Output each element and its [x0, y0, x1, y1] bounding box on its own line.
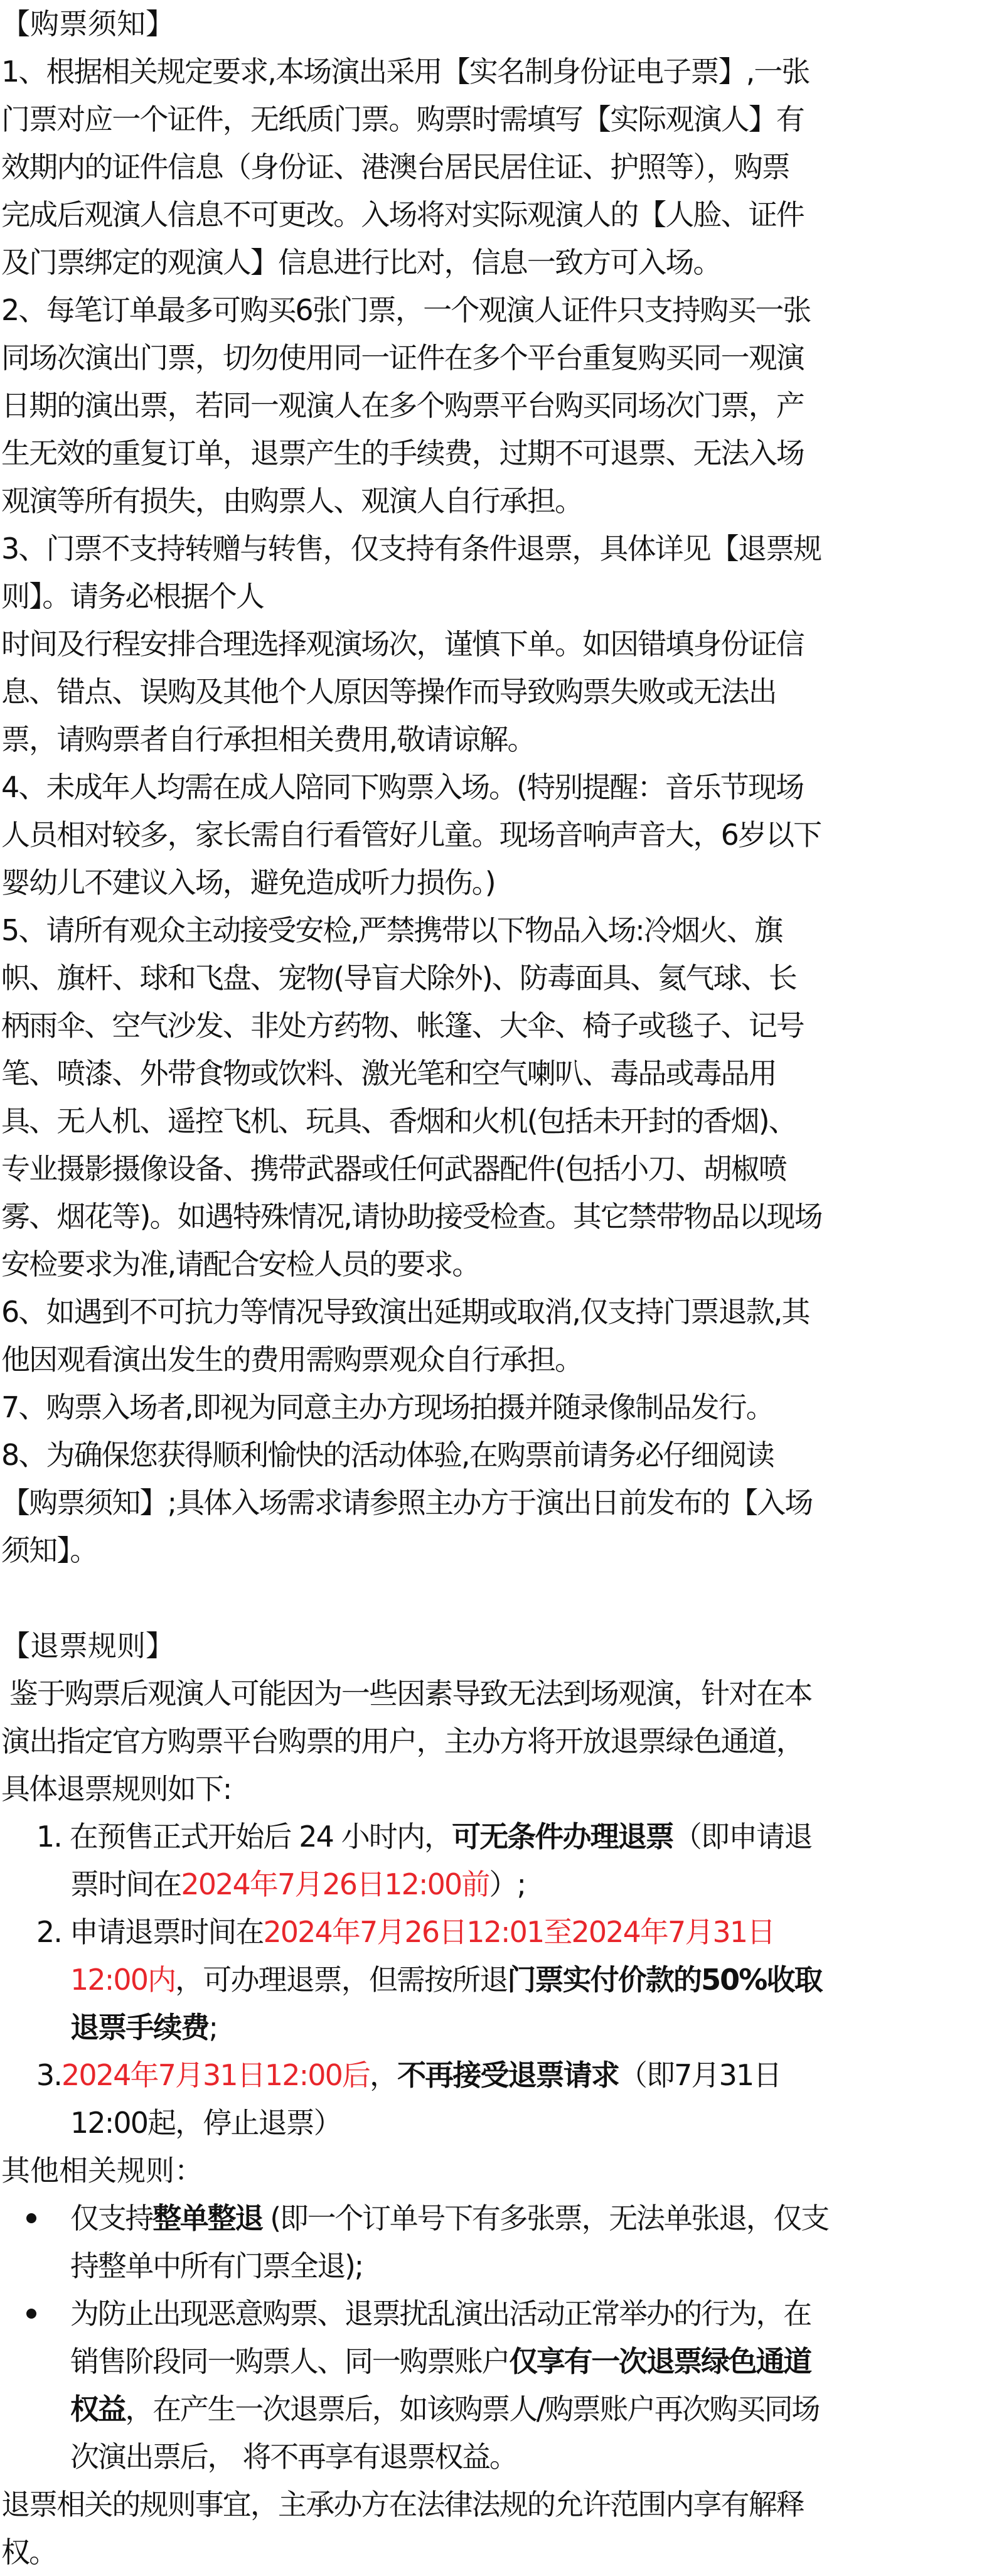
notice-line: 2、每笔订单最多可购买6张门票，一个观演人证件只支持购买一张	[1, 293, 811, 327]
notice-line: 同场次演出门票，切勿使用同一证件在多个平台重复购买同一观演	[1, 341, 804, 375]
notice-line: 息、错点、误购及其他个人原因等操作而导致购票失败或无法出	[1, 675, 776, 709]
rule-number: 1.	[36, 1820, 61, 1854]
notice-line: 人员相对较多，家长需自行看管好儿童。现场音响声音大，6岁以下	[1, 818, 821, 852]
purchase-notice-section	[1, 0, 998, 1574]
rule-date-highlight: 2024年7月26日12:01至2024年7月31日	[263, 1915, 775, 1949]
bullet-text: 仅支持	[70, 2201, 153, 2235]
notice-line: 他因观看演出发生的费用需购票观众自行承担。	[1, 1343, 583, 1377]
rule-number: 3.	[36, 2058, 61, 2092]
notice-line: 4、未成年人均需在成人陪同下购票入场。(特别提醒：音乐节现场	[1, 770, 804, 804]
rule-date-highlight: 2024年7月31日12:00后	[61, 2058, 370, 2092]
rule-emphasis: 不再接受退票请求	[397, 2058, 619, 2092]
rule-number: 2.	[36, 1915, 61, 1949]
bullet-emphasis: 仅享有一次退票绿色通道	[509, 2344, 811, 2378]
rule-emphasis: 可无条件办理退票	[452, 1820, 673, 1854]
notice-line: 笔、喷漆、外带食物或饮料、激光笔和空气喇叭、毒品或毒品用	[1, 1056, 776, 1090]
purchase-notice-body	[1, 48, 998, 1574]
notice-line: 及门票绑定的观演人】信息进行比对，信息一致方可入场。	[1, 245, 721, 279]
notice-line: 具、无人机、遥控飞机、玩具、香烟和火机(包括未开封的香烟)、	[1, 1104, 796, 1138]
notice-line: 柄雨伞、空气沙发、非处方药物、帐篷、大伞、椅子或毯子、记号	[1, 1009, 804, 1043]
bullet-text: ，在产生一次退票后，如该购票人/购票账户再次购买同场	[125, 2392, 820, 2426]
refund-rules-section	[1, 1622, 998, 2576]
notice-line: 门票对应一个证件，无纸质门票。购票时需填写【实际观演人】有	[1, 102, 804, 136]
rule-text: 在预售正式开始后 24 小时内，	[61, 1820, 452, 1854]
notice-line: 1、根据相关规定要求,本场演出采用【实名制身份证电子票】,一张	[1, 55, 809, 89]
rule-date-highlight: 12:00内	[70, 1963, 176, 1997]
refund-footer-line: 权。	[1, 2535, 57, 2569]
rule-text: ）;	[489, 1867, 526, 1901]
rule-text: 票时间在	[70, 1867, 181, 1901]
notice-line: 日期的演出票，若同一观演人在多个购票平台购买同场次门票，产	[1, 389, 804, 422]
notice-line: 则】。请务必根据个人	[1, 579, 264, 613]
other-rules-heading: 其他相关规则：	[1, 2154, 203, 2187]
notice-line: 生无效的重复订单，退票产生的手续费，过期不可退票、无法入场	[1, 436, 804, 470]
bullet-text: 次演出票后， 将不再享有退票权益。	[70, 2440, 517, 2474]
purchase-notice-heading: 【购票须知】	[1, 7, 174, 41]
notice-line: 观演等所有损失，由购票人、观演人自行承担。	[1, 484, 583, 518]
notice-line: 票，请购票者自行承担相关费用,敬请谅解。	[1, 722, 535, 756]
notice-line: 效期内的证件信息（身份证、港澳台居民居住证、护照等），购票	[1, 150, 789, 184]
notice-line: 婴幼儿不建议入场，避免造成听力损伤。)	[1, 866, 495, 899]
rule-text: ，可办理退票，但需按所退	[175, 1963, 508, 1997]
refund-footer-line: 退票相关的规则事宜，主承办方在法律法规的允许范围内享有解释	[1, 2487, 804, 2521]
rule-emphasis: 门票实付价款的50%收取	[507, 1963, 822, 1997]
rule-text: （即7月31日	[618, 2058, 781, 2092]
bullet-emphasis: 整单整退	[152, 2201, 262, 2235]
rule-text: ，	[370, 2058, 398, 2092]
notice-line: 8、为确保您获得顺利愉快的活动体验,在购票前请务必仔细阅读	[1, 1438, 774, 1472]
bullet-text: 销售阶段同一购票人、同一购票账户	[70, 2344, 510, 2378]
rule-date-highlight: 2024年7月26日12:00前	[181, 1867, 489, 1901]
bullet-text: 为防止出现恶意购票、退票扰乱演出活动正常举办的行为，在	[70, 2297, 811, 2331]
other-rule-bullet-1	[1, 2194, 998, 2290]
bullet-icon	[26, 2309, 36, 2319]
notice-line: 完成后观演人信息不可更改。入场将对实际观演人的【人脸、证件	[1, 198, 804, 232]
notice-line: 7、购票入场者,即视为同意主办方现场拍摄并随录像制品发行。	[1, 1390, 774, 1424]
refund-rule-2	[1, 1908, 998, 2051]
rule-emphasis: 退票手续费	[70, 2010, 209, 2044]
notice-line: 专业摄影摄像设备、携带武器或任何武器配件(包括小刀、胡椒喷	[1, 1152, 786, 1186]
notice-line: 须知】。	[1, 1533, 98, 1567]
bullet-text: (即一个订单号下有多张票，无法单张退，仅支	[262, 2201, 828, 2235]
refund-rule-3	[1, 2051, 998, 2147]
notice-line: 6、如遇到不可抗力等情况导致演出延期或取消,仅支持门票退款,其	[1, 1295, 809, 1329]
bullet-text: 持整单中所有门票全退);	[70, 2249, 363, 2283]
refund-rule-1	[1, 1813, 998, 1908]
notice-line: 安检要求为准,请配合安检人员的要求。	[1, 1247, 480, 1281]
notice-line: 5、请所有观众主动接受安检,严禁携带以下物品入场:冷烟火、旗	[1, 913, 782, 947]
notice-line: 【购票须知】;具体入场需求请参照主办方于演出日前发布的【入场	[1, 1486, 813, 1520]
rule-text: 12:00起，停止退票）	[70, 2106, 341, 2140]
other-rule-bullet-2	[1, 2290, 998, 2481]
section-spacer	[1, 1574, 998, 1622]
notice-line: 时间及行程安排合理选择观演场次，谨慎下单。如因错填身份证信	[1, 627, 804, 661]
notice-line: 帜、旗杆、球和飞盘、宠物(导盲犬除外)、防毒面具、氦气球、长	[1, 961, 796, 995]
refund-intro-line: 鉴于购票后观演人可能因为一些因素导致无法到场观演，针对在本	[1, 1677, 812, 1710]
rule-text: ;	[208, 2010, 218, 2044]
notice-line: 3、门票不支持转赠与转售，仅支持有条件退票，具体详见【退票规	[1, 532, 821, 566]
bullet-icon	[26, 2213, 36, 2223]
refund-intro-line: 具体退票规则如下:	[1, 1772, 232, 1806]
refund-rules-heading: 【退票规则】	[1, 1629, 174, 1663]
rule-text: 申请退票时间在	[61, 1915, 264, 1949]
rule-text: （即申请退	[673, 1820, 812, 1854]
refund-intro-line: 演出指定官方购票平台购票的用户，主办方将开放退票绿色通道，	[1, 1724, 804, 1758]
notice-line: 雾、烟花等)。如遇特殊情况,请协助接受检查。其它禁带物品以现场	[1, 1199, 822, 1233]
bullet-emphasis: 权益	[70, 2392, 125, 2426]
